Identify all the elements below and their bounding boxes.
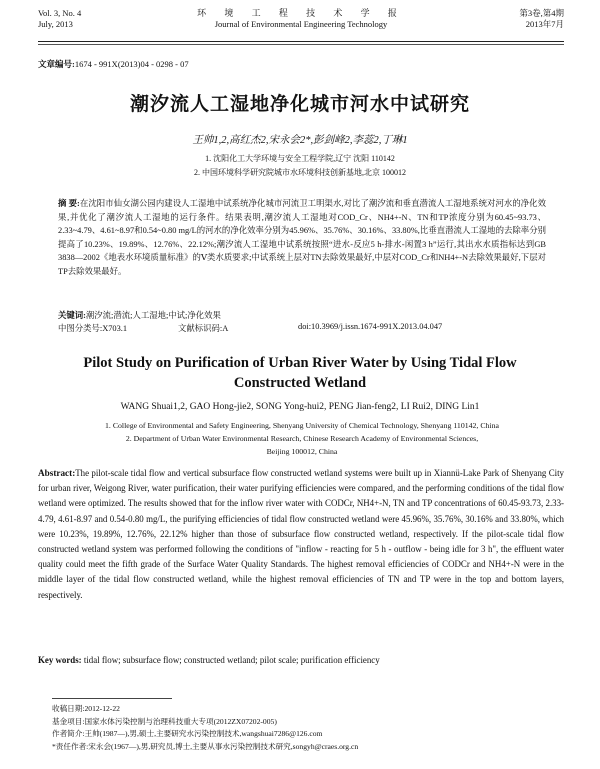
- abstract-cn: [58, 197, 546, 278]
- keywords-cn-label: 关键词:: [58, 311, 86, 320]
- journal-name: [38, 8, 564, 30]
- keywords-en-text: tidal flow; subsurface flow; constructed wetland; pilot scale; purification efficiency: [83, 655, 380, 665]
- journal-name-en: Journal of Environmental Engineering Technology: [214, 19, 388, 29]
- keywords-en: [38, 655, 564, 665]
- footnote-rule: [52, 698, 172, 699]
- running-header: [38, 8, 564, 38]
- footnotes: [52, 703, 560, 753]
- abstract-en-label: Abstract:: [38, 468, 76, 478]
- volume-issue: Vol. 3, No. 4: [38, 8, 82, 18]
- header-rule: [38, 41, 564, 42]
- keywords-cn-text: 潮汐流;潜流;人工湿地;中试;净化效果: [85, 311, 221, 320]
- article-number: [38, 58, 189, 70]
- volume-info-cn: [519, 8, 564, 30]
- affiliation-cn-1: 1. 沈阳化工大学环境与安全工程学院,辽宁 沈阳 110142: [205, 154, 395, 163]
- affiliation-en-2: 2. Department of Urban Water Environmental Research, Chinese Research Academy of Environmental Sciences,: [125, 434, 479, 443]
- document-code: 文献标识码:A: [178, 324, 229, 333]
- abstract-cn-label: 摘 要:: [58, 199, 80, 208]
- doi: doi:10.3969/j.issn.1674-991X.2013.04.047: [298, 322, 443, 331]
- author-bio: 作者简介:王帅(1987—),男,硕士,主要研究水污染控制技术,wangshuai7286@126.com: [52, 729, 323, 739]
- clc-number: 中图分类号:X703.1: [58, 324, 128, 333]
- keywords-en-label: Key words:: [38, 655, 82, 665]
- abstract-cn-text: 在沈阳市仙女湖公园内建设人工湿地中试系统净化城市河流卫工明渠水,对比了潮汐流和垂直潜流人工湿地系统对河水的净化效果,并优化了潮汐流人工湿地的运行条件。结果表明,潮汐流人工湿地对COD_Cr、NH4+-N、TN和TP浓度分别为60.45~93.73、2.33~4.79、4.61~8.97和0.54~0.80 mg/L的河水的净化效率分别为45.96%、35.76%、30.16%、33.80%,比垂直潜流人工湿地的去除率分别提高了10.23%、19.89%、12.76%、22.12%;潮汐流人工湿地中试系统按照“进水-反应5 h-排水-闲置3 h”运行,其出水水质指标达到GB 3838—2002《地表水环境质量标准》的Ⅴ类水质要求;中试系统上层对TN去除效果最好,中层对COD_Cr和NH4+-N去除效果最好,下层对TP去除效果最好。: [58, 199, 546, 276]
- title-en: Pilot Study on Purification of Urban River Water by Using Tidal Flow Constructed Wetland: [83, 355, 517, 391]
- header-rule-thin: [38, 44, 564, 45]
- authors-cn: 王帅1,2,高红杰2,宋永会2*,彭剑峰2,李蕊2,丁琳1: [192, 135, 408, 146]
- corresponding-author: *责任作者:宋永会(1967—),男,研究员,博士,主要从事水污染控制技术研究,songyh@craes.org.cn: [52, 741, 359, 751]
- volume-issue-cn: 第3卷,第4期: [519, 8, 564, 18]
- received-date: 收稿日期:2012-12-22: [52, 704, 120, 713]
- affiliation-en-1: 1. College of Environmental and Safety Engineering, Shenyang University of Chemical Technology, Shenyang 110142, China: [105, 421, 499, 430]
- authors-en: WANG Shuai1,2, GAO Hong-jie2, SONG Yong-hui2, PENG Jian-feng2, LI Rui2, DING Lin1: [120, 402, 480, 412]
- keywords-cn: [58, 309, 546, 321]
- abstract-en: [38, 466, 564, 603]
- issue-date-cn: 2013年7月: [525, 19, 564, 29]
- issue-date: July, 2013: [38, 19, 73, 29]
- article-number-label: 文章编号:: [38, 59, 75, 69]
- title-cn: 潮汐流人工湿地净化城市河水中试研究: [129, 94, 470, 115]
- affiliation-en-3: Beijing 100012, China: [266, 447, 338, 456]
- funding: 基金项目:国家水体污染控制与治理科技重大专项(2012ZX07202-005): [52, 716, 277, 726]
- article-number-value: 1674 - 991X(2013)04 - 0298 - 07: [74, 59, 189, 69]
- affiliation-cn-2: 2. 中国环境科学研究院城市水环境科技创新基地,北京 100012: [194, 168, 406, 177]
- abstract-en-text: The pilot-scale tidal flow and vertical subsurface flow constructed wetland systems were built up in Xiannü-Lake Park of Shenyang City for urban river, Weigong River, water purification, their water purifying efficiencies were compared, and the performing conditions of the tidal flow wetland were optimized. The results showed that for the inflow river water with CODCr, NH4+-N, TN and TP concentrations of 60.45-93.73, 2.33-4.79, 4.61-8.97 and 0.54-0.80 mg/L, the purifying efficiencies of tidal flow constructed wetland were 45.96%, 35.76%, 30.16% and 33.80%, which were 10.23%, 19.89%, 12.76%, 22.12% higher than those of subsurface flow constructed wetland, respectively. If the pilot-scale tidal flow constructed wetland system was performed following the conditions of "inflow - reacting for 5 h - outflow - being idle for 3 h", the effluent water quality could meet the fifth grade of the Surface Water Quality Standards. The highest removal efficiencies of CODCr and NH4+-N were in the middle layer of the tidal flow constructed wetland, while the highest removal efficiencies of TN and TP were in the top and bottom layers, respectively.: [38, 468, 564, 600]
- journal-name-cn: 环 境 工 程 技 术 学 报: [197, 8, 405, 18]
